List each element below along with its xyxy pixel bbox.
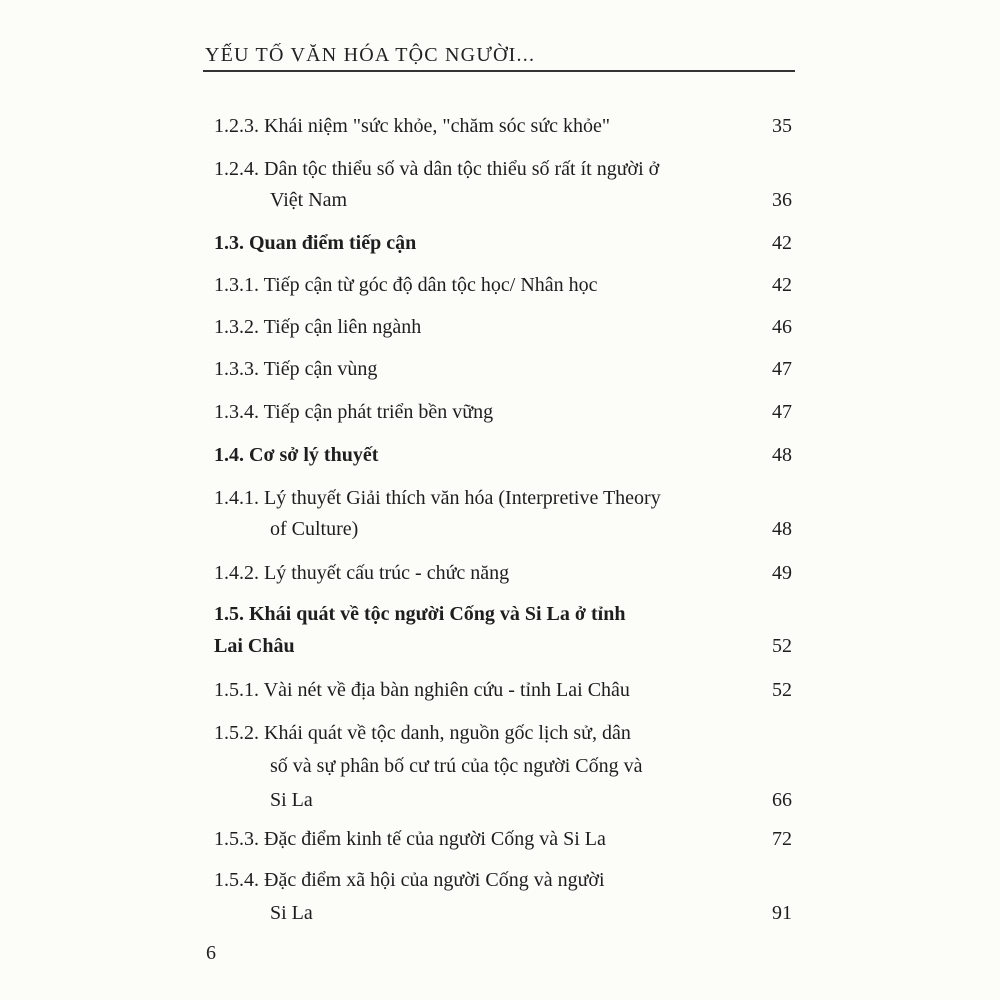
toc-entry-text: 1.3.1. Tiếp cận từ góc độ dân tộc học/ Nhân học xyxy=(214,274,598,296)
toc-entry-1-3-1 xyxy=(214,270,792,301)
toc-entry-1-3-3 xyxy=(214,354,792,385)
toc-entry-text: 1.5.2. Khái quát về tộc danh, nguồn gốc lịch sử, dân xyxy=(214,722,631,744)
toc-entry-1-3-2 xyxy=(214,312,792,343)
toc-entry-text: 1.4.2. Lý thuyết cấu trúc - chức năng xyxy=(214,562,510,584)
toc-page-number: 35 xyxy=(772,115,792,137)
toc-page-number: 42 xyxy=(772,232,792,254)
toc-entry-text-continued: Si La xyxy=(270,902,313,924)
toc-page-number: 52 xyxy=(772,635,792,657)
toc-entry-text: 1.3.3. Tiếp cận vùng xyxy=(214,358,378,380)
toc-entry-text: 1.5.1. Vài nét về địa bàn nghiên cứu - tỉnh Lai Châu xyxy=(214,679,630,701)
toc-entry-text-continued: số và sự phân bố cư trú của tộc người Cống và xyxy=(270,755,643,777)
toc-page-number: 36 xyxy=(772,189,792,211)
running-head: YẾU TỐ VĂN HÓA TỘC NGƯỜI... xyxy=(205,44,536,66)
toc-section-1-4 xyxy=(214,440,792,471)
toc-entry-1-5-4 xyxy=(214,865,792,929)
toc-entry-1-2-3 xyxy=(214,111,792,142)
toc-entry-text-continued: of Culture) xyxy=(270,518,359,540)
page-number: 6 xyxy=(206,942,216,964)
toc-page-number: 72 xyxy=(772,828,792,850)
toc-section-1-3 xyxy=(214,228,792,259)
toc-entry-text-continued: Việt Nam xyxy=(270,189,348,211)
toc-page-number: 91 xyxy=(772,902,792,924)
toc-page-number: 52 xyxy=(772,679,792,701)
toc-entry-text: 1.5.3. Đặc điểm kinh tế của người Cống và Si La xyxy=(214,828,606,850)
toc-entry-1-2-4 xyxy=(214,154,792,216)
toc-section-1-5 xyxy=(214,599,792,662)
toc-page-number: 47 xyxy=(772,358,792,380)
toc-entry-1-5-1 xyxy=(214,675,792,706)
toc-section-title: 1.3. Quan điểm tiếp cận xyxy=(214,232,417,254)
toc-section-title: 1.4. Cơ sở lý thuyết xyxy=(214,444,379,466)
toc-page-number: 46 xyxy=(772,316,792,338)
toc-entry-1-4-2 xyxy=(214,558,792,589)
toc-entry-1-5-3 xyxy=(214,824,792,855)
toc-page-number: 49 xyxy=(772,562,792,584)
toc-section-title: 1.5. Khái quát về tộc người Cống và Si La ở tỉnh xyxy=(214,603,626,625)
toc-entry-1-5-2 xyxy=(214,718,792,816)
toc-entry-text-continued: Si La xyxy=(270,789,313,811)
toc-entry-text: 1.5.4. Đặc điểm xã hội của người Cống và người xyxy=(214,869,605,891)
toc-entry-text: 1.2.4. Dân tộc thiểu số và dân tộc thiểu số rất ít người ở xyxy=(214,158,660,180)
toc-entry-1-3-4 xyxy=(214,397,792,428)
toc-section-title-continued: Lai Châu xyxy=(214,635,295,657)
toc-entry-text: 1.2.3. Khái niệm "sức khỏe, "chăm sóc sức khỏe" xyxy=(214,115,611,137)
toc-page-number: 66 xyxy=(772,789,792,811)
toc-page-number: 48 xyxy=(772,518,792,540)
toc-page-number: 48 xyxy=(772,444,792,466)
toc-entry-text: 1.4.1. Lý thuyết Giải thích văn hóa (Interpretive Theory xyxy=(214,487,661,509)
toc-entry-text: 1.3.2. Tiếp cận liên ngành xyxy=(214,316,422,338)
toc-page-number: 42 xyxy=(772,274,792,296)
toc-page-number: 47 xyxy=(772,401,792,423)
toc-entry-text: 1.3.4. Tiếp cận phát triển bền vững xyxy=(214,401,494,423)
toc-entry-1-4-1 xyxy=(214,483,792,545)
